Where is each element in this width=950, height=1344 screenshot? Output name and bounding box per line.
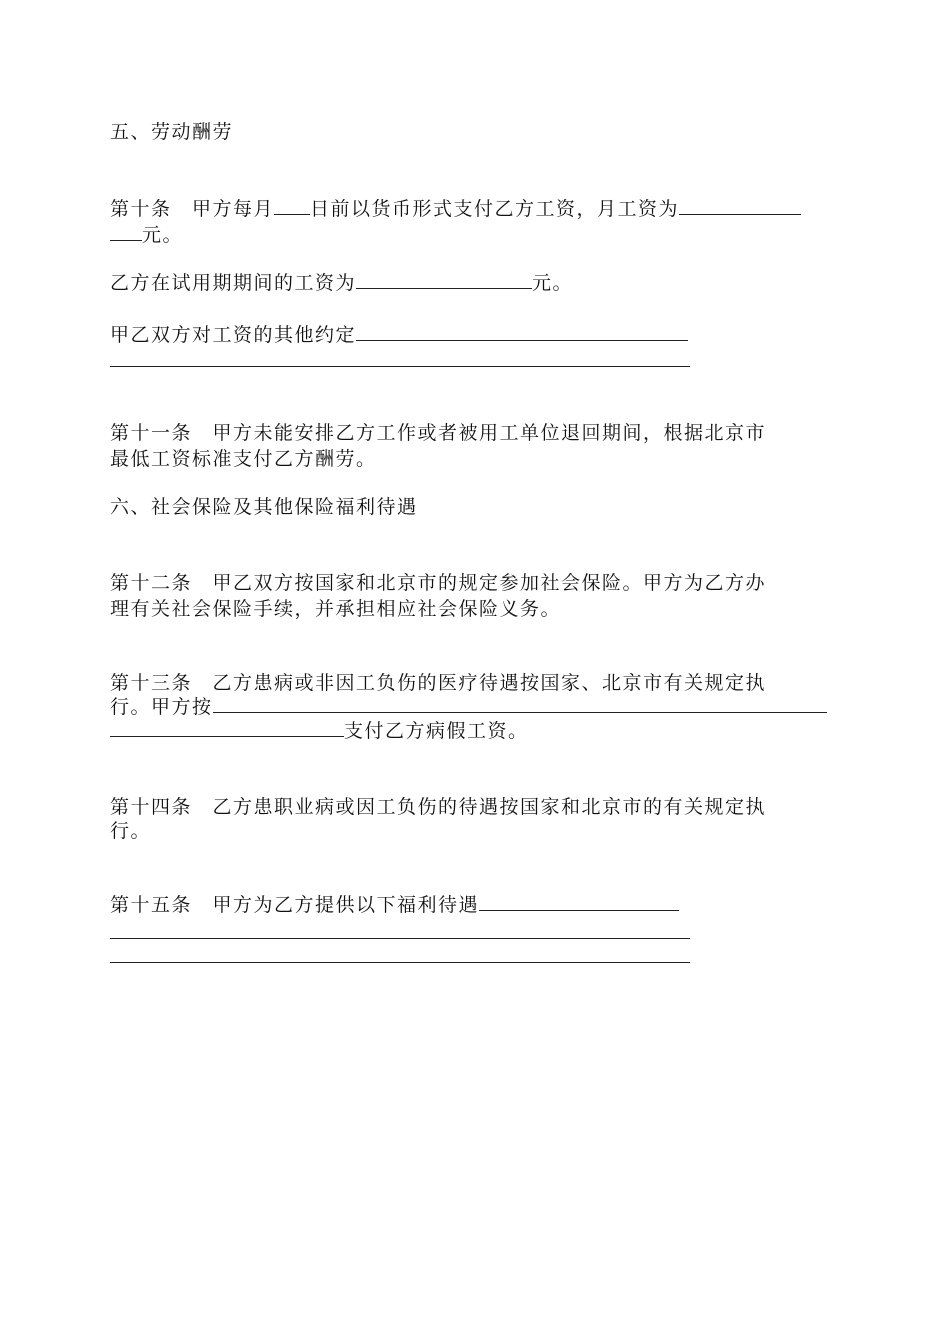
section-five-heading: 五、劳动酬劳: [110, 121, 234, 143]
other-wage-terms-label: 甲乙双方对工资的其他约定: [110, 324, 357, 346]
article-13-text: 行。甲方按: [110, 696, 213, 718]
article-12-line-2: 理有关社会保险手续，并承担相应社会保险义务。: [110, 598, 562, 620]
article-12-line-1: 第十二条 甲乙双方按国家和北京市的规定参加社会保险。甲方为乙方办: [110, 572, 767, 594]
article-15-line-1: [110, 892, 679, 918]
probation-wage-unit: 元。: [532, 272, 574, 294]
article-10-line-1: [110, 196, 801, 222]
benefits-rule-1[interactable]: [110, 938, 690, 939]
article-10-text: 元。: [142, 224, 184, 246]
article-13-line-2: [110, 694, 827, 720]
article-13-line-3: [110, 718, 529, 744]
benefits-blank[interactable]: [479, 892, 679, 911]
monthly-wage-blank-cont[interactable]: [110, 222, 142, 241]
article-10-line-2: [110, 222, 183, 248]
sick-pay-basis-blank-cont[interactable]: [110, 718, 344, 737]
article-14-line-2: 行。: [110, 820, 152, 842]
probation-wage-blank[interactable]: [356, 270, 532, 289]
article-10-text: 第十条 甲方每月: [110, 198, 275, 220]
other-wage-terms-blank[interactable]: [356, 322, 688, 341]
monthly-wage-blank[interactable]: [679, 196, 801, 215]
article-13-line-1: 第十三条 乙方患病或非因工负伤的医疗待遇按国家、北京市有关规定执: [110, 672, 767, 694]
pay-day-blank[interactable]: [274, 196, 310, 215]
sick-pay-basis-blank[interactable]: [213, 694, 827, 713]
article-15-text: 第十五条 甲方为乙方提供以下福利待遇: [110, 894, 480, 916]
other-wage-terms-line: [110, 322, 688, 348]
article-14-line-1: 第十四条 乙方患职业病或因工负伤的待遇按国家和北京市的有关规定执: [110, 796, 767, 818]
article-13-text: 支付乙方病假工资。: [344, 720, 529, 742]
benefits-rule-2[interactable]: [110, 962, 690, 963]
article-11-line-1: 第十一条 甲方未能安排乙方工作或者被用工单位退回期间，根据北京市: [110, 422, 767, 444]
probation-wage-label: 乙方在试用期期间的工资为: [110, 272, 357, 294]
section-six-heading: 六、社会保险及其他保险福利待遇: [110, 496, 418, 518]
probation-wage-line: [110, 270, 573, 296]
article-11-line-2: 最低工资标准支付乙方酬劳。: [110, 448, 377, 470]
other-wage-terms-rule[interactable]: [110, 366, 690, 367]
article-10-text: 日前以货币形式支付乙方工资，月工资为: [310, 198, 680, 220]
